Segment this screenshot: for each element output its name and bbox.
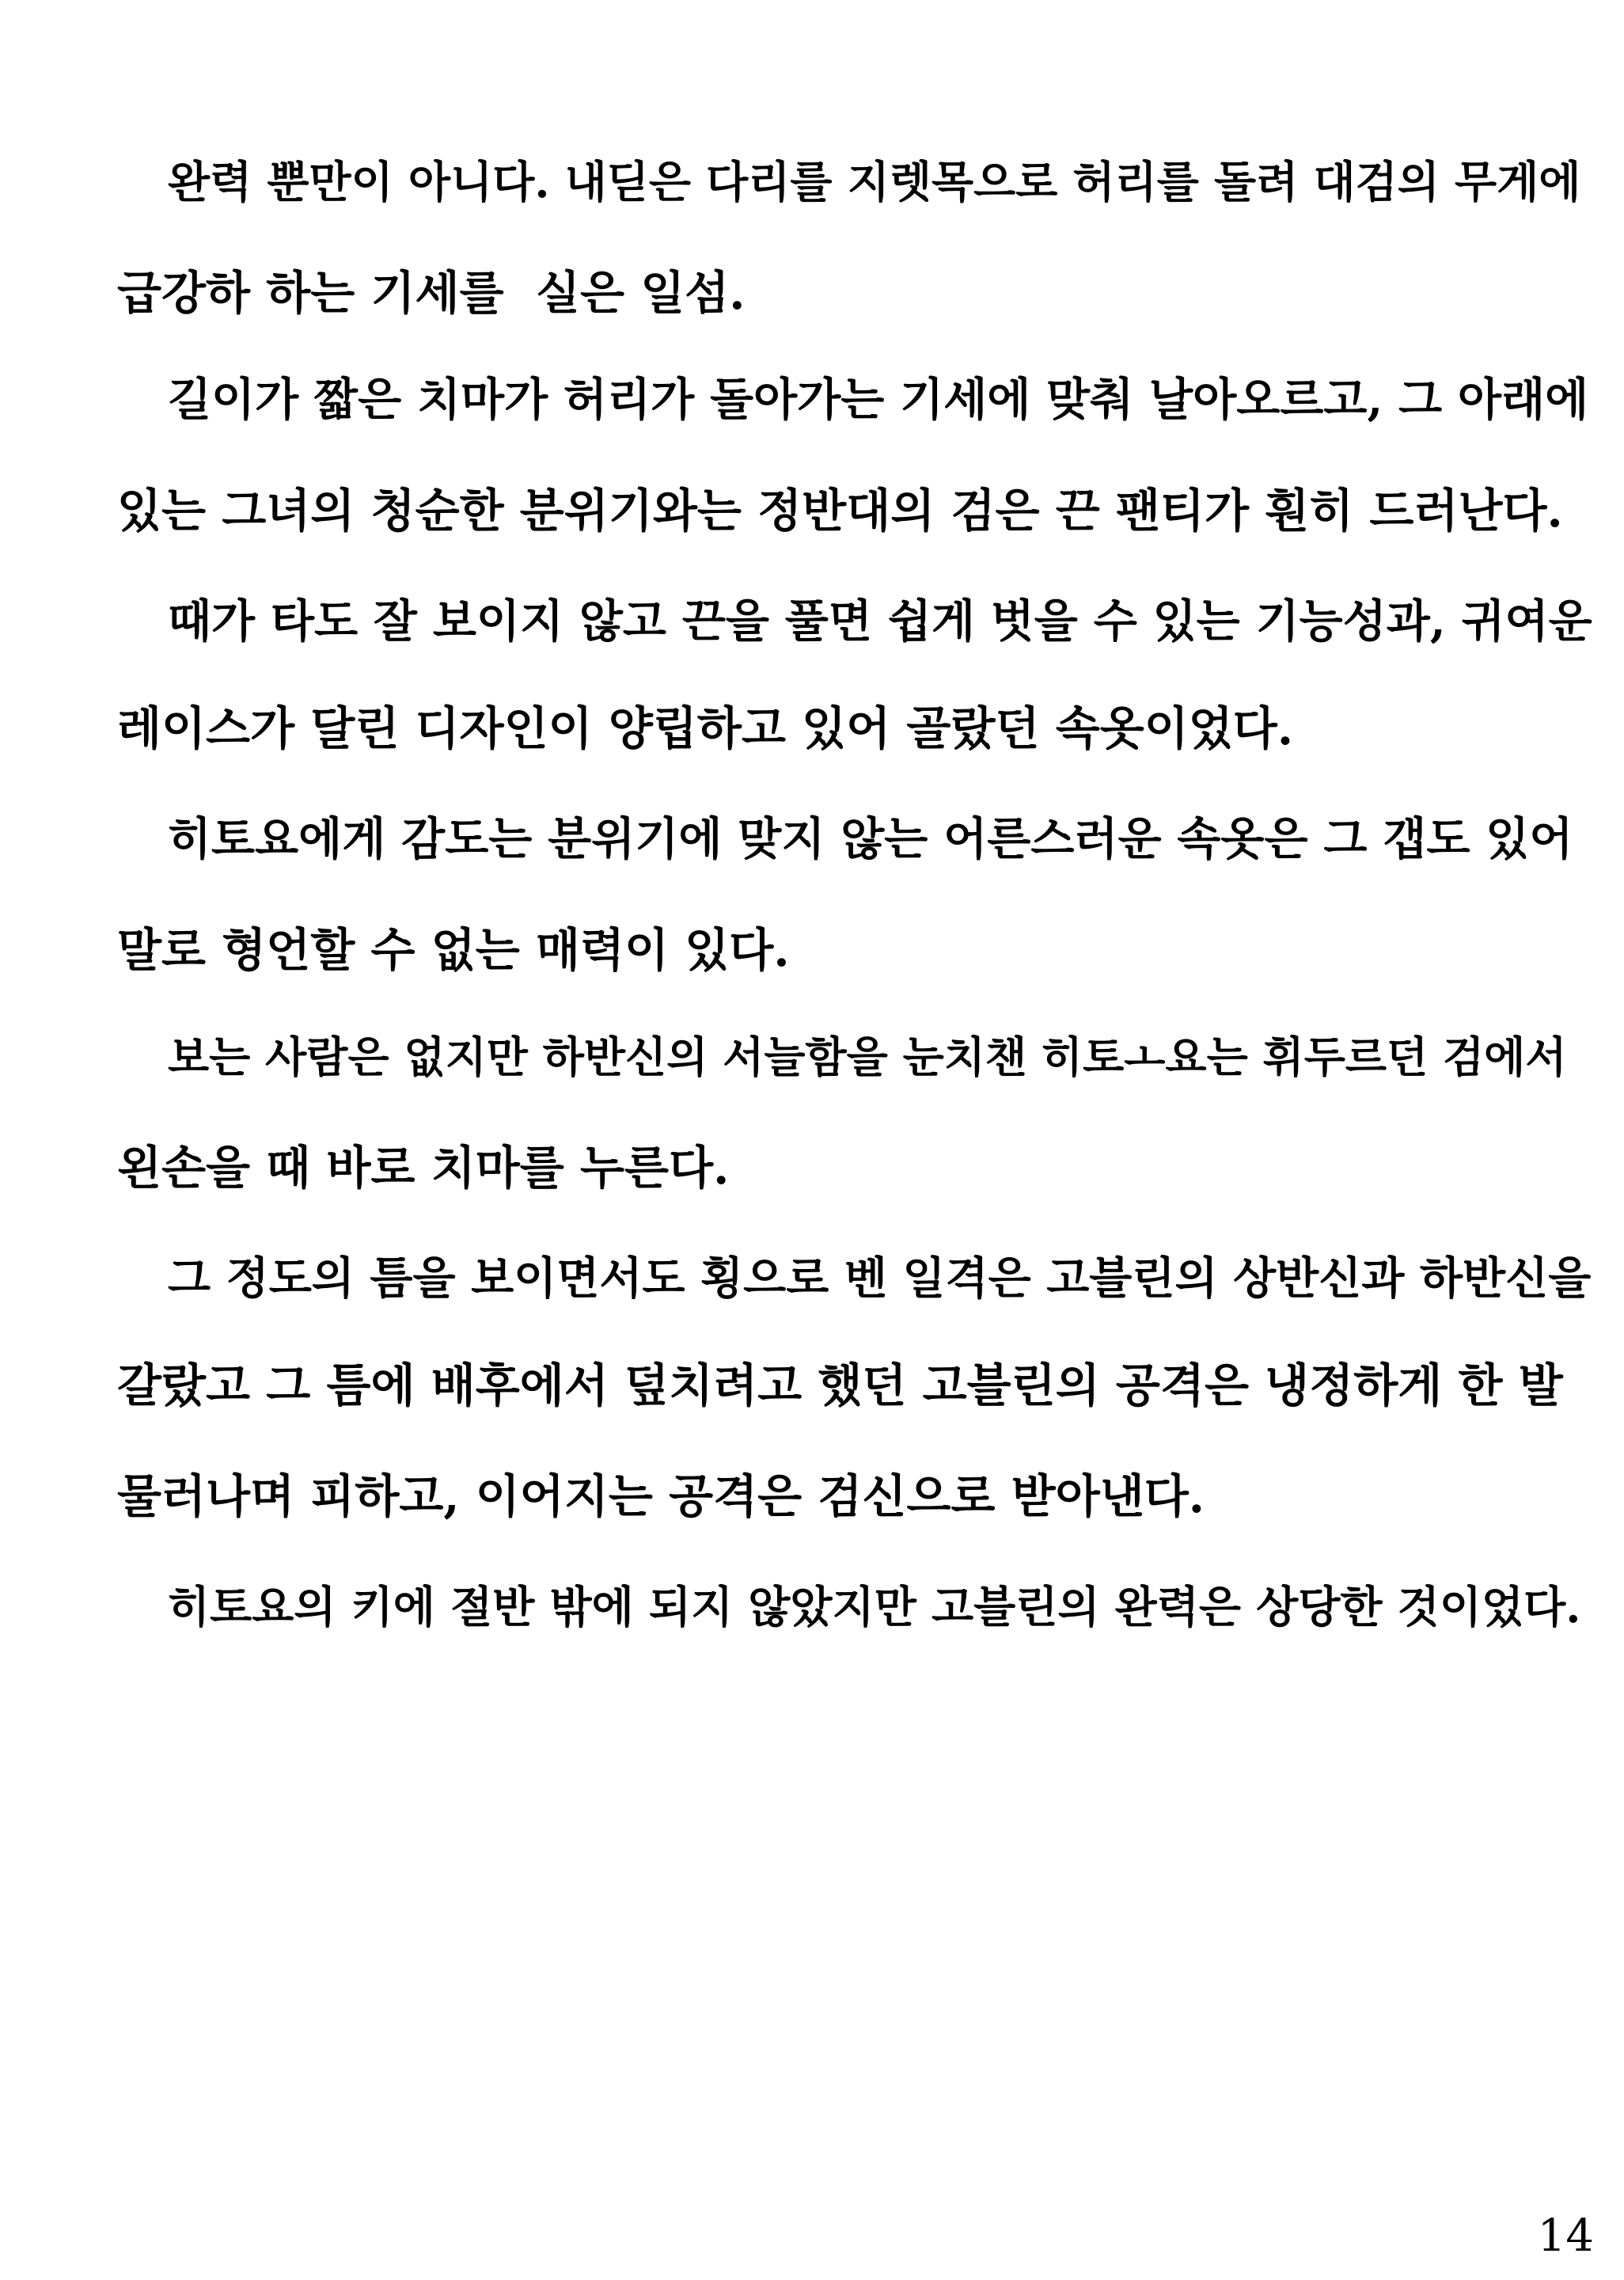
text-line: 레이스가 달린 디자인이 양립하고 있어 골랐던 속옷이었다.: [117, 701, 1294, 755]
text-line: 히토요에게 감도는 분위기에 맞지 않는 어른스러운 속옷은 그 갭도 있어: [168, 812, 1573, 865]
text-line: 히토요의 키에 절반 밖에 되지 않았지만 고블린의 완력은 상당한 것이었다.: [168, 1581, 1581, 1632]
text-line: 급강하 하는 기세를 실은 일섬.: [117, 266, 746, 320]
text-line: 물러나며 피하고, 이어지는 공격은 검신으로 받아낸다.: [117, 1469, 1205, 1523]
text-line: 때가 타도 잘 보이지 않고 끈을 풀면 쉽게 벗을 수 있는 기능성과, 귀여운: [168, 595, 1592, 648]
text-line: 갈랐고 그 틈에 배후에서 덮치려고 했던 고블린의 공격은 냉정하게 한 발: [117, 1358, 1563, 1412]
text-line: 말로 형언할 수 없는 매력이 있다.: [117, 923, 790, 977]
text-line: 길이가 짧은 치마가 허리가 돌아가는 기세에 맞춰 날아오르고, 그 아래에: [168, 373, 1589, 426]
text-line: 보는 사람은 없지만 하반신의 서늘함을 눈치챈 히토ㅗ요는 휘두르던 검에서: [168, 1032, 1567, 1082]
text-line: 그 정도의 틈을 보이면서도 횡으로 벤 일격은 고블린의 상반신과 하반신을: [168, 1252, 1592, 1305]
text-line: 완력 뿐만이 아니다. 내딛은 다리를 지렛목으로 허리를 돌려 대검의 무게에: [168, 156, 1581, 207]
page-number: 14: [1537, 2210, 1594, 2262]
text-line: 왼손을 때 바로 치마를 누른다.: [117, 1141, 730, 1195]
text-line: 있는 그녀의 청순한 분위기와는 정반대의 검은 끈 팬티가 훤히 드러난다.: [117, 484, 1563, 538]
